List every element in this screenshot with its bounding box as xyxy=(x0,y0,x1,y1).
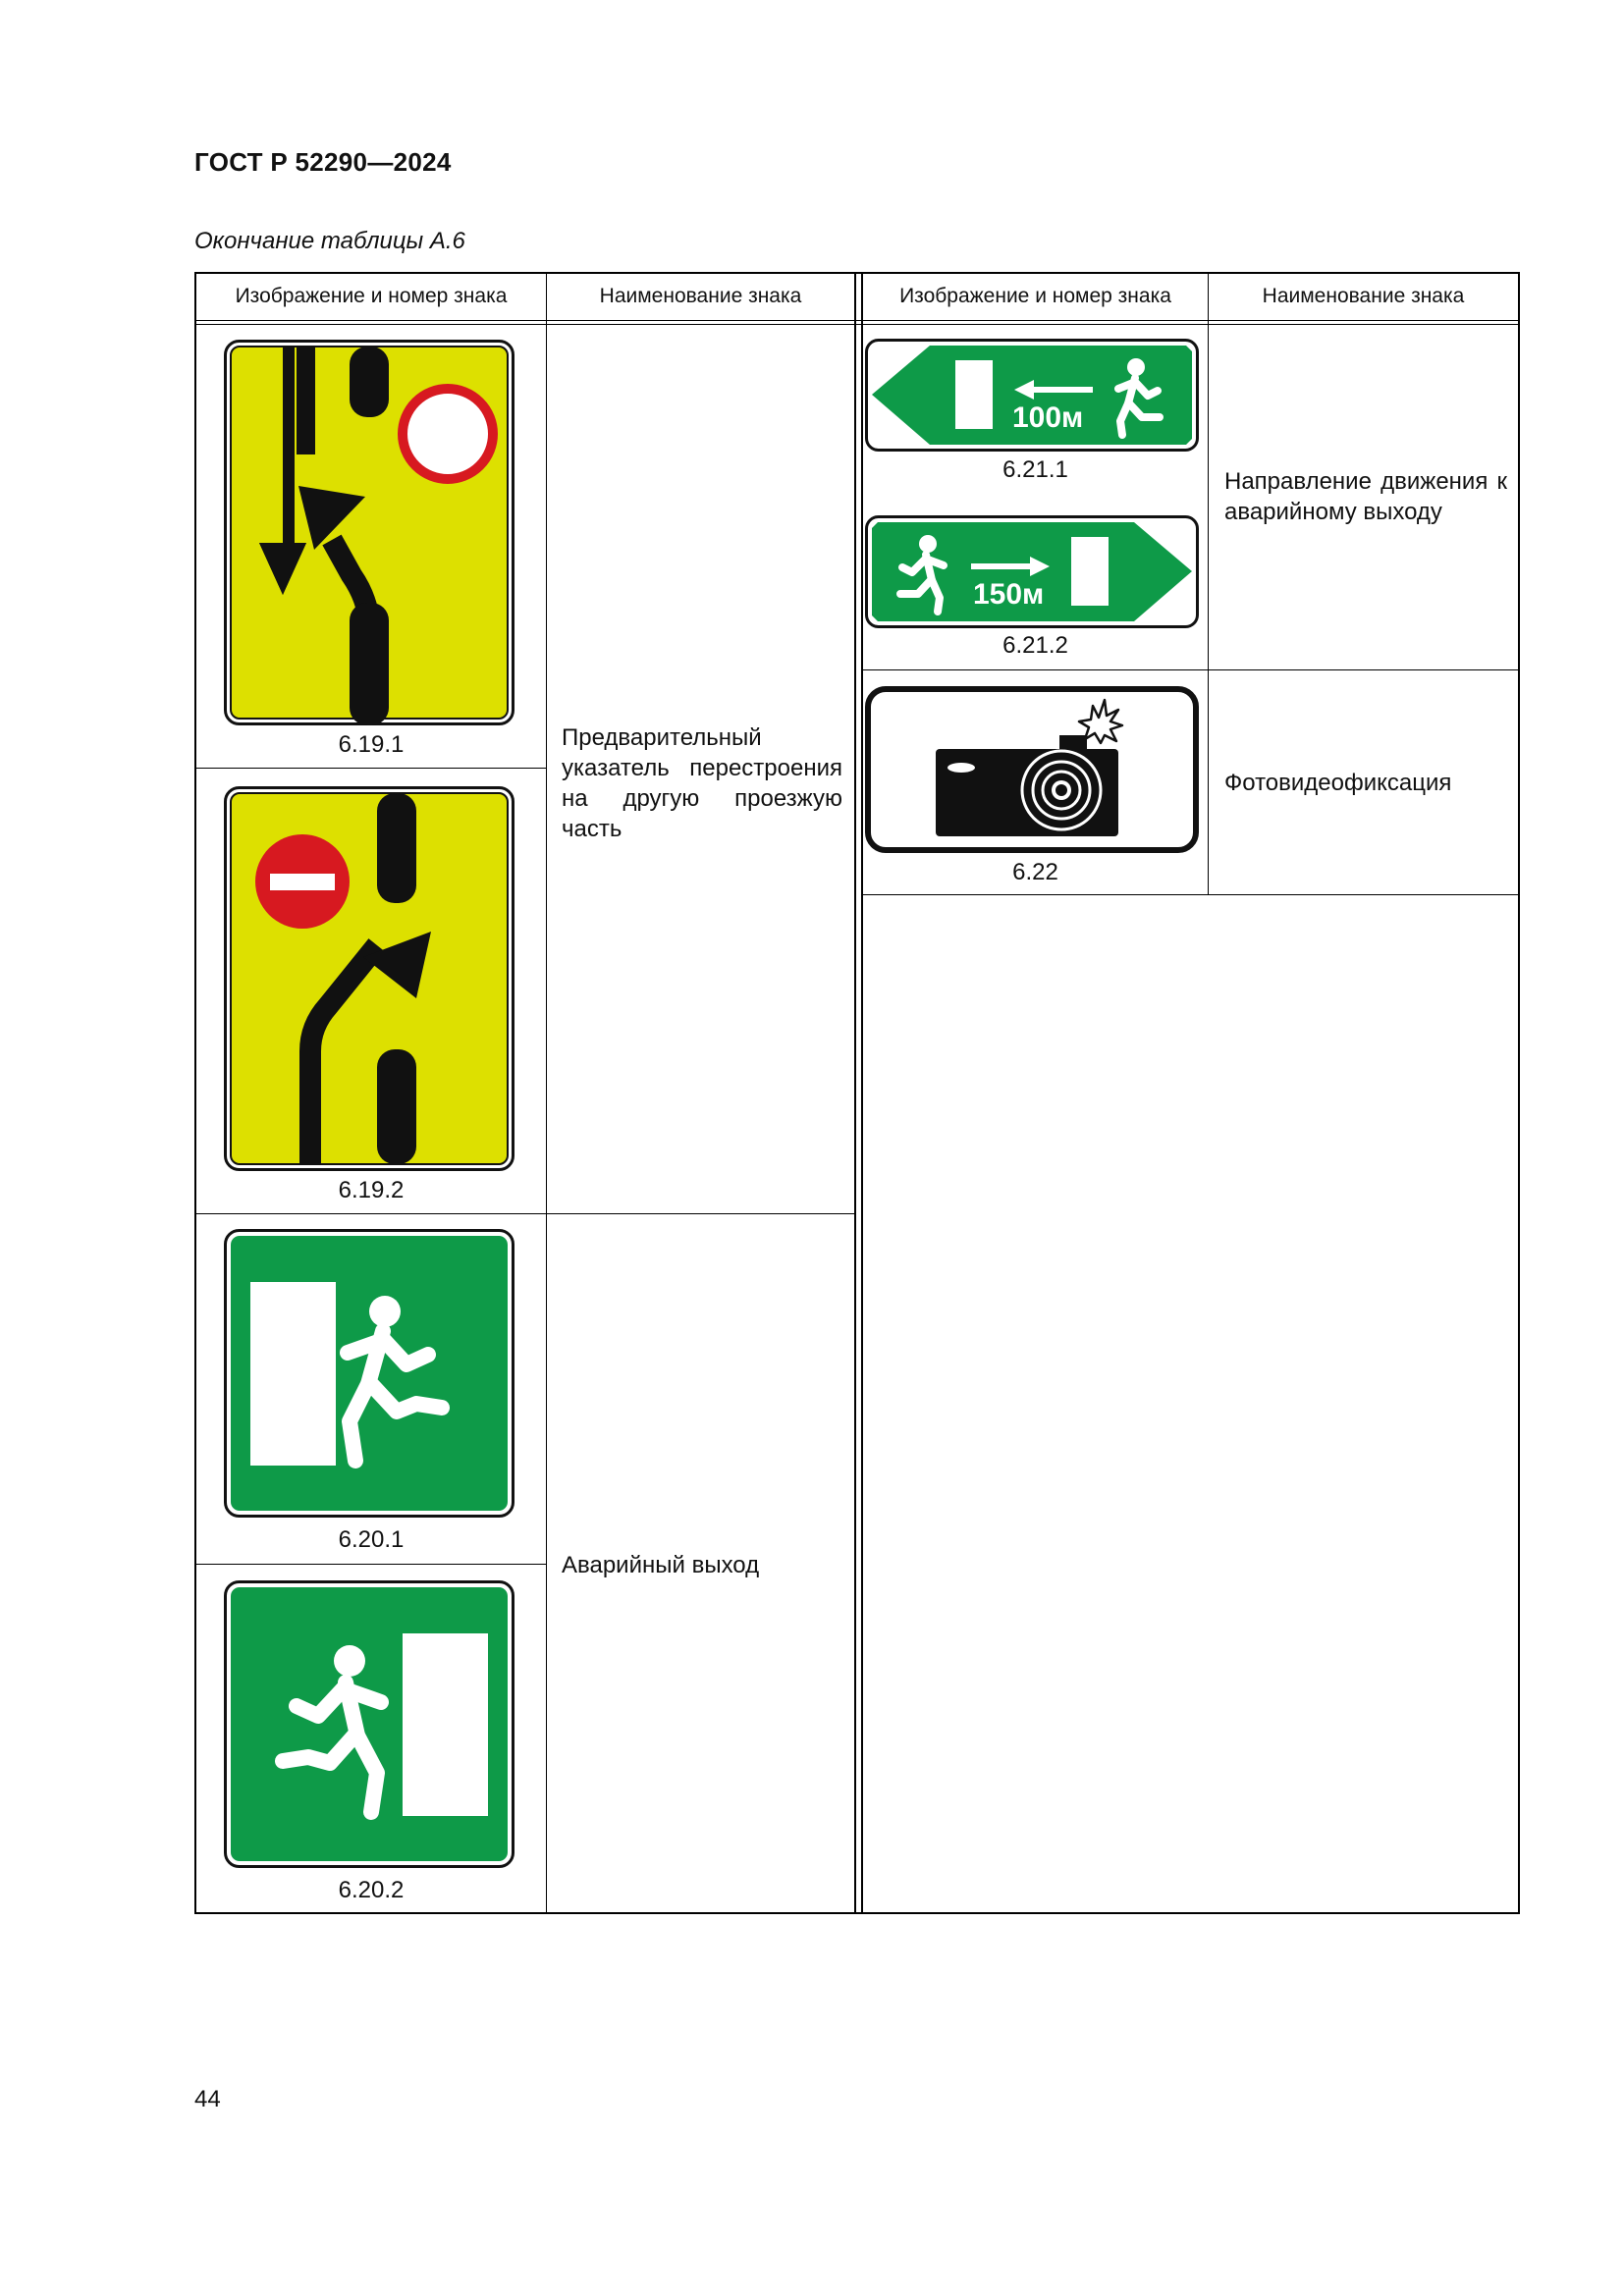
sign-name-emergency-exit: Аварийный выход xyxy=(562,1552,760,1578)
row-line-6-20-1 xyxy=(194,1564,547,1565)
sign-number-6-20-1: 6.20.1 xyxy=(338,1526,405,1553)
exit-direction-right-icon xyxy=(865,515,1199,628)
sign-name-photo-video-recording: Фотовидеофиксация xyxy=(1224,770,1452,796)
sign-number-6-21-1: 6.21.1 xyxy=(1002,456,1068,483)
row-line-6-19-group xyxy=(194,1213,855,1214)
lane-change-left-icon xyxy=(224,340,514,725)
emergency-exit-right-icon xyxy=(224,1580,514,1868)
page-number: 44 xyxy=(194,2086,221,2112)
header-right-name: Наименование знака xyxy=(1262,285,1465,307)
document-standard-title: ГОСТ Р 52290—2024 xyxy=(194,147,452,177)
table-border-right xyxy=(1518,272,1520,1914)
column-divider-right xyxy=(1208,272,1209,895)
row-line-6-22 xyxy=(862,894,1520,895)
sign-number-6-21-2: 6.21.2 xyxy=(1002,632,1068,659)
sign-name-exit-direction: Направление движения к аварийному выходу xyxy=(1224,468,1507,525)
emergency-exit-left-icon xyxy=(224,1229,514,1518)
table-divider-left xyxy=(854,272,856,1914)
signs-table xyxy=(194,272,1520,1914)
row-line-6-21-group xyxy=(862,669,1520,670)
distance-label-100: 100м xyxy=(1012,401,1084,434)
lane-change-right-icon xyxy=(224,786,514,1171)
photo-video-recording-icon xyxy=(865,686,1199,853)
sign-name-lane-change: Предварительный указатель перестроения на другую проезжую часть xyxy=(562,724,842,842)
sign-number-6-20-2: 6.20.2 xyxy=(338,1877,405,1903)
table-caption: Окончание таблицы А.6 xyxy=(194,228,465,254)
table-border-left xyxy=(194,272,196,1914)
table-divider-right xyxy=(861,272,863,1914)
row-line-6-19-1 xyxy=(194,768,547,769)
header-left-name: Наименование знака xyxy=(599,285,802,307)
sign-number-6-19-2: 6.19.2 xyxy=(338,1177,405,1203)
distance-label-150: 150м xyxy=(973,578,1045,611)
exit-direction-left-icon xyxy=(865,339,1199,452)
table-border-bottom xyxy=(194,1912,1520,1914)
header-row-line-double xyxy=(194,324,1520,325)
header-left-image: Изображение и номер знака xyxy=(235,285,508,307)
sign-number-6-22: 6.22 xyxy=(1012,859,1058,885)
sign-number-6-19-1: 6.19.1 xyxy=(338,731,405,758)
column-divider-left xyxy=(546,272,547,1914)
header-right-image: Изображение и номер знака xyxy=(899,285,1171,307)
